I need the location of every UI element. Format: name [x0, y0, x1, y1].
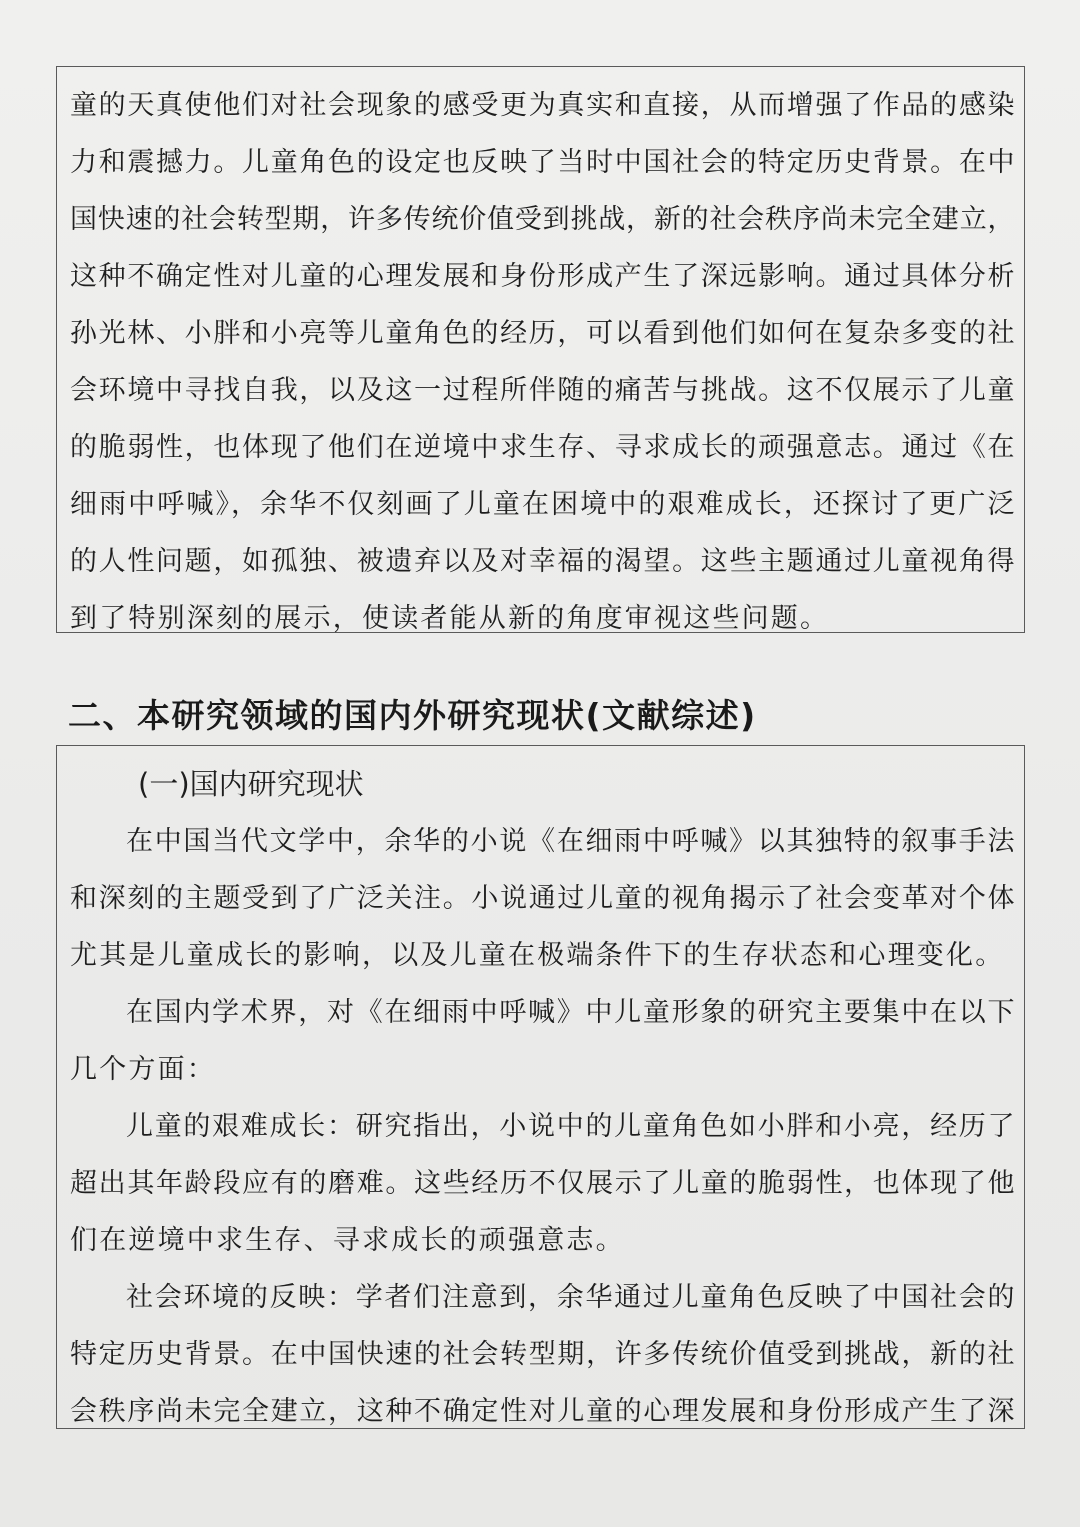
section-heading: 二、本研究领域的国内外研究现状(文献综述): [68, 696, 757, 735]
text-line: 到了特别深刻的展示，使读者能从新的角度审视这些问题。: [70, 603, 830, 634]
text-line: 的人性问题，如孤独、被遗弃以及对幸福的渴望。这些主题通过儿童视角得: [70, 546, 1015, 577]
text-line: 童的天真使他们对社会现象的感受更为真实和直接，从而增强了作品的感染: [70, 90, 1015, 121]
text-line: 和深刻的主题受到了广泛关注。小说通过儿童的视角揭示了社会变革对个体: [70, 883, 1015, 914]
text-line: 社会环境的反映：学者们注意到，余华通过儿童角色反映了中国社会的: [126, 1282, 1015, 1313]
subsection-heading: (一)国内研究现状: [138, 767, 364, 801]
text-line: 的脆弱性，也体现了他们在逆境中求生存、寻求成长的顽强意志。通过《在: [70, 432, 1015, 463]
text-line: 细雨中呼喊》，余华不仅刻画了儿童在困境中的艰难成长，还探讨了更广泛: [70, 489, 1015, 520]
text-line: 这种不确定性对儿童的心理发展和身份形成产生了深远影响。通过具体分析: [70, 261, 1015, 292]
text-line: 几个方面：: [70, 1054, 216, 1085]
bottom-paragraphs: [70, 756, 1015, 1440]
text-line: 特定历史背景。在中国快速的社会转型期，许多传统价值受到挑战，新的社: [70, 1339, 1015, 1370]
top-text-box: [56, 66, 1025, 633]
text-line: 国快速的社会转型期，许多传统价值受到挑战，新的社会秩序尚未完全建立，: [70, 204, 1015, 235]
text-line: 在中国当代文学中，余华的小说《在细雨中呼喊》以其独特的叙事手法: [126, 826, 1015, 857]
text-line: 力和震撼力。儿童角色的设定也反映了当时中国社会的特定历史背景。在中: [70, 147, 1015, 178]
bottom-text-box: [56, 745, 1025, 1429]
top-paragraph: [70, 77, 1015, 647]
text-line: 在国内学术界，对《在细雨中呼喊》中儿童形象的研究主要集中在以下: [126, 997, 1015, 1028]
text-line: 尤其是儿童成长的影响，以及儿童在极端条件下的生存状态和心理变化。: [70, 940, 1005, 971]
text-line: 会秩序尚未完全建立，这种不确定性对儿童的心理发展和身份形成产生了深: [70, 1396, 1015, 1427]
text-line: 孙光林、小胖和小亮等儿童角色的经历，可以看到他们如何在复杂多变的社: [70, 318, 1015, 349]
text-line: 儿童的艰难成长：研究指出，小说中的儿童角色如小胖和小亮，经历了: [126, 1111, 1015, 1142]
text-line: 超出其年龄段应有的磨难。这些经历不仅展示了儿童的脆弱性，也体现了他: [70, 1168, 1015, 1199]
text-line: 会环境中寻找自我，以及这一过程所伴随的痛苦与挑战。这不仅展示了儿童: [70, 375, 1015, 406]
text-line: 们在逆境中求生存、寻求成长的顽强意志。: [70, 1225, 625, 1256]
